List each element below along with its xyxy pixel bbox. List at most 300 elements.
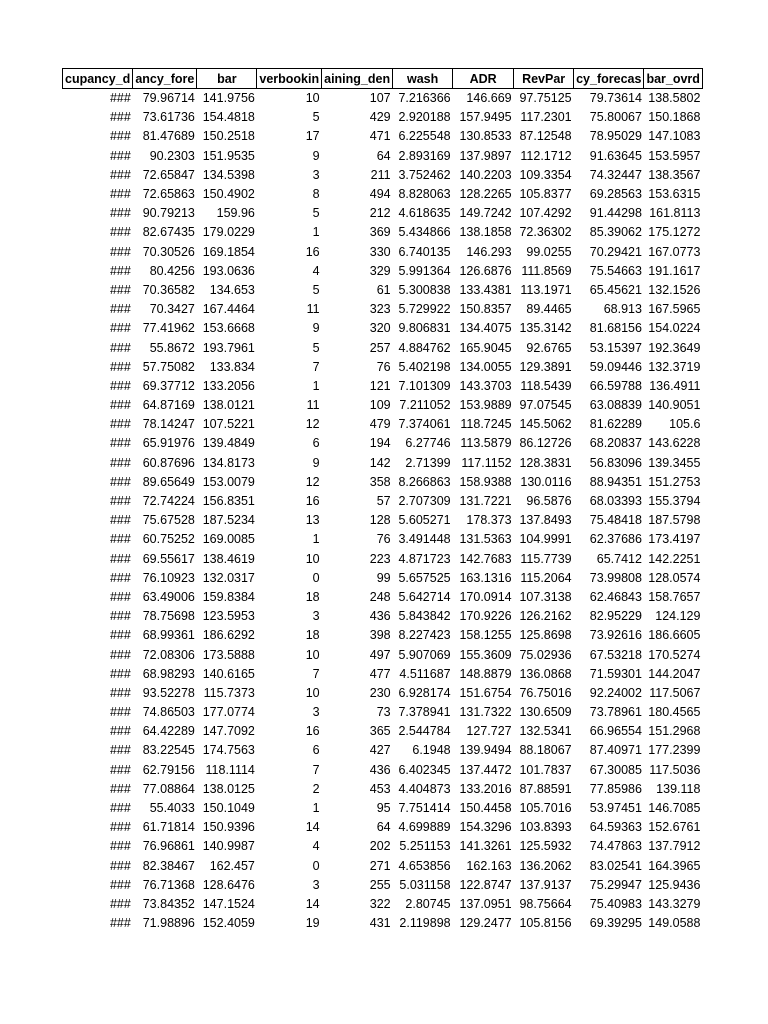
table-cell[interactable]: 109 bbox=[369, 398, 391, 413]
table-cell[interactable]: 80.4256 bbox=[149, 263, 195, 278]
table-cell[interactable]: 156.8351 bbox=[202, 494, 255, 509]
table-cell[interactable]: 151.2753 bbox=[648, 474, 701, 489]
table-cell[interactable]: 11 bbox=[306, 302, 320, 317]
table-cell[interactable]: 177.2399 bbox=[648, 743, 701, 758]
table-cell[interactable]: ### bbox=[109, 167, 131, 182]
table-cell[interactable]: 117.5036 bbox=[649, 762, 701, 777]
table-cell[interactable]: 75.67528 bbox=[142, 513, 195, 528]
table-cell[interactable]: 479 bbox=[369, 417, 391, 432]
table-cell[interactable]: ### bbox=[109, 187, 131, 202]
table-cell[interactable]: 6.1948 bbox=[412, 743, 451, 758]
table-cell[interactable]: 16 bbox=[305, 244, 320, 259]
table-cell[interactable]: 57 bbox=[376, 494, 391, 509]
table-cell[interactable]: 107.5221 bbox=[202, 417, 255, 432]
table-cell[interactable]: 4.653856 bbox=[398, 858, 451, 873]
table-cell[interactable]: 71.59301 bbox=[589, 666, 642, 681]
table-cell[interactable]: 149.7242 bbox=[459, 206, 512, 221]
table-cell[interactable]: 2.893169 bbox=[398, 148, 451, 163]
table-cell[interactable]: 152.4059 bbox=[202, 916, 255, 931]
table-cell[interactable]: 4.511687 bbox=[399, 666, 451, 681]
table-cell[interactable]: 149.0588 bbox=[648, 916, 701, 931]
table-cell[interactable]: 64 bbox=[376, 148, 391, 163]
table-cell[interactable]: 125.9436 bbox=[648, 877, 701, 892]
table-cell[interactable]: 158.7657 bbox=[648, 589, 701, 604]
table-cell[interactable]: 91.63645 bbox=[589, 148, 642, 163]
table-cell[interactable]: 2.920188 bbox=[398, 110, 451, 125]
table-cell[interactable]: 86.12726 bbox=[519, 436, 572, 451]
table-cell[interactable]: 64.42289 bbox=[142, 724, 195, 739]
table-cell[interactable]: 140.9987 bbox=[202, 839, 255, 854]
table-cell[interactable]: 4.404873 bbox=[398, 781, 451, 796]
table-cell[interactable]: 76 bbox=[376, 359, 391, 374]
table-cell[interactable]: 133.4381 bbox=[459, 282, 512, 297]
table-cell[interactable]: 88.94351 bbox=[589, 474, 642, 489]
table-cell[interactable]: 68.03393 bbox=[589, 494, 642, 509]
table-cell[interactable]: 137.7912 bbox=[648, 839, 701, 854]
table-cell[interactable]: 90.79213 bbox=[142, 206, 195, 221]
table-cell[interactable]: 138.3567 bbox=[648, 167, 701, 182]
table-cell[interactable]: ### bbox=[109, 263, 131, 278]
table-cell[interactable]: 2.80745 bbox=[405, 896, 451, 911]
table-cell[interactable]: 211 bbox=[370, 167, 391, 182]
table-cell[interactable]: 142.7683 bbox=[459, 551, 512, 566]
table-cell[interactable]: 137.4472 bbox=[459, 762, 512, 777]
table-cell[interactable]: 2.119898 bbox=[399, 916, 451, 931]
table-cell[interactable]: 138.4619 bbox=[202, 551, 255, 566]
table-cell[interactable]: 75.80067 bbox=[589, 110, 642, 125]
table-cell[interactable]: 118.5439 bbox=[520, 378, 572, 393]
table-cell[interactable]: 191.1617 bbox=[648, 263, 701, 278]
table-cell[interactable]: 19 bbox=[305, 916, 320, 931]
table-cell[interactable]: 124.129 bbox=[655, 609, 701, 624]
table-cell[interactable]: ### bbox=[109, 647, 131, 662]
table-cell[interactable]: 140.6165 bbox=[202, 666, 255, 681]
table-cell[interactable]: ### bbox=[109, 455, 131, 470]
table-cell[interactable]: ### bbox=[109, 436, 131, 451]
table-cell[interactable]: 90.2303 bbox=[149, 148, 195, 163]
table-cell[interactable]: 139.4849 bbox=[202, 436, 255, 451]
table-cell[interactable]: 115.7739 bbox=[520, 551, 572, 566]
table-cell[interactable]: 128.6476 bbox=[202, 877, 255, 892]
table-cell[interactable]: 17 bbox=[305, 129, 320, 144]
table-cell[interactable]: 71.98896 bbox=[142, 916, 195, 931]
table-cell[interactable]: 62.79156 bbox=[142, 762, 195, 777]
table-cell[interactable]: 109.3354 bbox=[519, 167, 572, 182]
table-cell[interactable]: 138.0121 bbox=[202, 398, 255, 413]
table-cell[interactable]: 494 bbox=[369, 187, 391, 202]
table-cell[interactable]: 66.96554 bbox=[589, 724, 642, 739]
table-cell[interactable]: 7 bbox=[312, 359, 320, 374]
table-cell[interactable]: 69.55617 bbox=[142, 551, 195, 566]
table-cell[interactable]: 73.92616 bbox=[589, 628, 642, 643]
table-cell[interactable]: 107.3138 bbox=[519, 589, 572, 604]
table-cell[interactable]: 5.657525 bbox=[398, 570, 451, 585]
table-cell[interactable]: 117.1152 bbox=[461, 455, 512, 470]
table-cell[interactable]: 53.97451 bbox=[589, 801, 642, 816]
table-cell[interactable]: 138.5802 bbox=[648, 91, 701, 106]
table-cell[interactable]: 165.9045 bbox=[459, 340, 512, 355]
table-cell[interactable]: 78.75698 bbox=[142, 609, 195, 624]
table-cell[interactable]: 6 bbox=[312, 743, 320, 758]
table-cell[interactable]: 2.71399 bbox=[405, 455, 451, 470]
table-cell[interactable]: 81.62289 bbox=[589, 417, 642, 432]
table-cell[interactable]: 436 bbox=[369, 762, 391, 777]
table-cell[interactable]: 153.0079 bbox=[202, 474, 255, 489]
table-cell[interactable]: 133.834 bbox=[209, 359, 255, 374]
table-cell[interactable]: 75.29947 bbox=[589, 877, 642, 892]
table-cell[interactable]: 125.8698 bbox=[519, 628, 572, 643]
table-cell[interactable]: 55.8672 bbox=[149, 340, 195, 355]
table-cell[interactable]: 5.402198 bbox=[398, 359, 451, 374]
table-cell[interactable]: 8.828063 bbox=[398, 187, 451, 202]
table-cell[interactable]: ### bbox=[109, 244, 131, 259]
table-cell[interactable]: 5.729922 bbox=[398, 302, 451, 317]
table-cell[interactable]: 8 bbox=[312, 187, 320, 202]
table-cell[interactable]: ### bbox=[109, 532, 131, 547]
table-cell[interactable]: 65.91976 bbox=[142, 436, 195, 451]
table-cell[interactable]: 212 bbox=[369, 206, 391, 221]
table-cell[interactable]: 130.0116 bbox=[520, 474, 572, 489]
table-cell[interactable]: 5.434866 bbox=[398, 225, 451, 240]
table-cell[interactable]: 4.699889 bbox=[398, 820, 451, 835]
table-cell[interactable]: 143.3279 bbox=[648, 896, 701, 911]
table-cell[interactable]: ### bbox=[109, 570, 131, 585]
table-cell[interactable]: 75.02936 bbox=[519, 647, 572, 662]
table-cell[interactable]: 170.5274 bbox=[648, 647, 701, 662]
table-cell[interactable]: ### bbox=[109, 417, 131, 432]
table-cell[interactable]: 3 bbox=[312, 877, 320, 892]
table-cell[interactable]: 81.47689 bbox=[142, 129, 195, 144]
table-cell[interactable]: 10 bbox=[305, 647, 320, 662]
table-cell[interactable]: 5 bbox=[312, 206, 320, 221]
table-cell[interactable]: 105.7016 bbox=[519, 801, 572, 816]
table-cell[interactable]: 62.37686 bbox=[589, 532, 642, 547]
table-cell[interactable]: 74.47863 bbox=[589, 839, 642, 854]
table-cell[interactable]: 118.1114 bbox=[205, 762, 255, 777]
table-cell[interactable]: 138.1858 bbox=[459, 225, 512, 240]
table-cell[interactable]: ### bbox=[109, 359, 131, 374]
table-cell[interactable]: 76.75016 bbox=[519, 685, 572, 700]
table-cell[interactable]: 16 bbox=[305, 494, 320, 509]
table-cell[interactable]: 7.216366 bbox=[398, 91, 451, 106]
table-cell[interactable]: 477 bbox=[369, 666, 391, 681]
table-cell[interactable]: ### bbox=[109, 705, 131, 720]
table-cell[interactable]: 7 bbox=[312, 666, 320, 681]
table-cell[interactable]: 125.5932 bbox=[519, 839, 572, 854]
table-cell[interactable]: 163.1316 bbox=[459, 570, 512, 585]
table-cell[interactable]: 7.378941 bbox=[398, 705, 451, 720]
table-cell[interactable]: 427 bbox=[369, 743, 391, 758]
table-cell[interactable]: ### bbox=[109, 858, 131, 873]
table-cell[interactable]: 89.4465 bbox=[526, 302, 572, 317]
table-cell[interactable]: 137.9897 bbox=[459, 148, 512, 163]
table-cell[interactable]: 150.4902 bbox=[202, 187, 255, 202]
table-cell[interactable]: 5.300838 bbox=[398, 282, 451, 297]
table-cell[interactable]: 72.65863 bbox=[142, 187, 195, 202]
table-cell[interactable]: ### bbox=[109, 321, 131, 336]
table-cell[interactable]: 75.40983 bbox=[589, 896, 642, 911]
table-cell[interactable]: 138.0125 bbox=[202, 781, 255, 796]
table-cell[interactable]: 152.6761 bbox=[648, 820, 701, 835]
table-cell[interactable]: 127.727 bbox=[466, 724, 512, 739]
table-cell[interactable]: 136.4911 bbox=[649, 378, 701, 393]
table-cell[interactable]: 107.4292 bbox=[519, 206, 572, 221]
table-cell[interactable]: 10 bbox=[305, 685, 320, 700]
table-cell[interactable]: 155.3794 bbox=[648, 494, 701, 509]
table-cell[interactable]: 128 bbox=[369, 513, 391, 528]
table-cell[interactable]: 67.53218 bbox=[589, 647, 642, 662]
table-cell[interactable]: 9.806831 bbox=[398, 321, 451, 336]
table-cell[interactable]: 4.618635 bbox=[398, 206, 451, 221]
table-cell[interactable]: 137.9137 bbox=[519, 877, 572, 892]
table-cell[interactable]: 98.75664 bbox=[519, 896, 572, 911]
table-cell[interactable]: 169.0085 bbox=[202, 532, 255, 547]
table-cell[interactable]: 6.27746 bbox=[405, 436, 451, 451]
table-cell[interactable]: 64.59363 bbox=[589, 820, 642, 835]
column-header-1[interactable]: ancy_fore bbox=[133, 69, 197, 89]
table-cell[interactable]: 6.928174 bbox=[398, 685, 451, 700]
table-cell[interactable]: 186.6605 bbox=[648, 628, 701, 643]
table-cell[interactable]: 148.8879 bbox=[459, 666, 512, 681]
table-cell[interactable]: 74.32447 bbox=[589, 167, 642, 182]
table-cell[interactable]: 159.8384 bbox=[202, 589, 255, 604]
table-cell[interactable]: 132.3719 bbox=[648, 359, 701, 374]
table-cell[interactable]: 0 bbox=[312, 570, 320, 585]
table-cell[interactable]: 169.1854 bbox=[202, 244, 255, 259]
table-cell[interactable]: 8.266863 bbox=[398, 474, 451, 489]
table-cell[interactable]: 3.752462 bbox=[398, 167, 451, 182]
table-cell[interactable]: 62.46843 bbox=[589, 589, 642, 604]
table-cell[interactable]: 141.3261 bbox=[459, 839, 512, 854]
table-cell[interactable]: 76.71368 bbox=[142, 877, 195, 892]
table-cell[interactable]: ### bbox=[109, 129, 131, 144]
table-cell[interactable]: ### bbox=[109, 724, 131, 739]
table-cell[interactable]: 5.907069 bbox=[398, 647, 451, 662]
table-cell[interactable]: 18 bbox=[305, 628, 320, 643]
table-cell[interactable]: 85.39062 bbox=[589, 225, 642, 240]
table-cell[interactable]: 186.6292 bbox=[202, 628, 255, 643]
table-cell[interactable]: 14 bbox=[305, 896, 320, 911]
table-cell[interactable]: 99 bbox=[376, 570, 391, 585]
table-cell[interactable]: 173.5888 bbox=[202, 647, 255, 662]
table-cell[interactable]: 180.4565 bbox=[648, 705, 701, 720]
table-cell[interactable]: 162.163 bbox=[466, 858, 512, 873]
table-cell[interactable]: 7.374061 bbox=[398, 417, 451, 432]
table-cell[interactable]: 81.68156 bbox=[589, 321, 642, 336]
table-cell[interactable]: ### bbox=[109, 839, 131, 854]
table-cell[interactable]: 6.740135 bbox=[398, 244, 451, 259]
table-cell[interactable]: ### bbox=[109, 781, 131, 796]
table-cell[interactable]: 153.9889 bbox=[459, 398, 512, 413]
table-cell[interactable]: 89.65649 bbox=[142, 474, 195, 489]
table-cell[interactable]: 320 bbox=[369, 321, 391, 336]
table-cell[interactable]: 83.22545 bbox=[142, 743, 195, 758]
table-cell[interactable]: 65.45621 bbox=[589, 282, 642, 297]
table-cell[interactable]: 192.3649 bbox=[648, 340, 701, 355]
column-header-6[interactable]: ADR bbox=[453, 69, 514, 89]
table-cell[interactable]: 76.10923 bbox=[142, 570, 195, 585]
table-cell[interactable]: 9 bbox=[312, 455, 320, 470]
table-cell[interactable]: 194 bbox=[369, 436, 391, 451]
table-cell[interactable]: 193.7961 bbox=[202, 340, 255, 355]
table-cell[interactable]: 6 bbox=[312, 436, 320, 451]
table-cell[interactable]: 131.5363 bbox=[459, 532, 512, 547]
table-cell[interactable]: 12 bbox=[305, 474, 320, 489]
table-cell[interactable]: ### bbox=[109, 685, 131, 700]
table-cell[interactable]: 77.41962 bbox=[142, 321, 195, 336]
table-cell[interactable]: 150.8357 bbox=[459, 302, 512, 317]
table-cell[interactable]: 96.5876 bbox=[526, 494, 572, 509]
table-cell[interactable]: ### bbox=[109, 820, 131, 835]
table-cell[interactable]: 82.38467 bbox=[142, 858, 195, 873]
table-cell[interactable]: 13 bbox=[305, 513, 320, 528]
table-cell[interactable]: 154.3296 bbox=[459, 820, 512, 835]
table-cell[interactable]: 93.52278 bbox=[142, 685, 195, 700]
table-cell[interactable]: ### bbox=[109, 302, 131, 317]
table-cell[interactable]: 60.75252 bbox=[142, 532, 195, 547]
table-cell[interactable]: 193.0636 bbox=[202, 263, 255, 278]
table-cell[interactable]: 5 bbox=[312, 110, 320, 125]
column-header-7[interactable]: RevPar bbox=[514, 69, 574, 89]
table-cell[interactable]: 271 bbox=[369, 858, 391, 873]
table-cell[interactable]: ### bbox=[109, 225, 131, 240]
table-cell[interactable]: 139.3455 bbox=[648, 455, 701, 470]
column-header-3[interactable]: verbookin bbox=[257, 69, 322, 89]
table-cell[interactable]: 79.73614 bbox=[589, 91, 642, 106]
table-cell[interactable]: 4 bbox=[312, 263, 320, 278]
table-cell[interactable]: 134.653 bbox=[209, 282, 255, 297]
table-cell[interactable]: 129.2477 bbox=[459, 916, 512, 931]
table-cell[interactable]: 63.08839 bbox=[589, 398, 642, 413]
table-cell[interactable]: ### bbox=[109, 282, 131, 297]
table-cell[interactable]: 69.37712 bbox=[142, 378, 195, 393]
table-cell[interactable]: 126.6876 bbox=[459, 263, 512, 278]
table-cell[interactable]: 174.7563 bbox=[202, 743, 255, 758]
table-cell[interactable]: 144.2047 bbox=[648, 666, 701, 681]
table-cell[interactable]: 131.7322 bbox=[459, 705, 512, 720]
table-cell[interactable]: 179.0229 bbox=[202, 225, 255, 240]
table-cell[interactable]: 155.3609 bbox=[459, 647, 512, 662]
table-cell[interactable]: 68.99361 bbox=[142, 628, 195, 643]
table-cell[interactable]: 128.2265 bbox=[459, 187, 512, 202]
table-cell[interactable]: 497 bbox=[369, 647, 391, 662]
table-cell[interactable]: 151.2968 bbox=[648, 724, 701, 739]
table-cell[interactable]: 132.1526 bbox=[648, 282, 701, 297]
table-cell[interactable]: 78.95029 bbox=[589, 129, 642, 144]
table-cell[interactable]: 59.09446 bbox=[589, 359, 642, 374]
table-cell[interactable]: 147.1524 bbox=[202, 896, 255, 911]
table-cell[interactable]: 161.8113 bbox=[649, 206, 701, 221]
table-cell[interactable]: 164.3965 bbox=[648, 858, 701, 873]
table-cell[interactable]: 223 bbox=[369, 551, 391, 566]
table-cell[interactable]: ### bbox=[109, 666, 131, 681]
table-cell[interactable]: 1 bbox=[312, 801, 320, 816]
table-cell[interactable]: 53.15397 bbox=[589, 340, 642, 355]
table-cell[interactable]: 82.67435 bbox=[142, 225, 195, 240]
table-cell[interactable]: 230 bbox=[369, 685, 391, 700]
table-cell[interactable]: 76 bbox=[376, 532, 391, 547]
table-cell[interactable]: ### bbox=[109, 148, 131, 163]
table-cell[interactable]: 92.6765 bbox=[526, 340, 572, 355]
table-cell[interactable]: 137.0951 bbox=[459, 896, 512, 911]
table-cell[interactable]: 146.7085 bbox=[648, 801, 701, 816]
table-cell[interactable]: 3 bbox=[312, 705, 320, 720]
table-cell[interactable]: 5.991364 bbox=[398, 263, 451, 278]
table-cell[interactable]: 132.0317 bbox=[202, 570, 255, 585]
table-cell[interactable]: ### bbox=[109, 398, 131, 413]
table-cell[interactable]: 6.225548 bbox=[398, 129, 451, 144]
table-cell[interactable]: 453 bbox=[369, 781, 391, 796]
table-cell[interactable]: ### bbox=[109, 801, 131, 816]
table-cell[interactable]: 365 bbox=[369, 724, 391, 739]
table-cell[interactable]: 134.8173 bbox=[202, 455, 255, 470]
table-cell[interactable]: 60.87696 bbox=[142, 455, 195, 470]
table-cell[interactable]: 115.2064 bbox=[520, 570, 572, 585]
table-cell[interactable]: 2.544784 bbox=[398, 724, 451, 739]
table-cell[interactable]: 73 bbox=[376, 705, 391, 720]
table-cell[interactable]: 111.8569 bbox=[521, 263, 572, 278]
table-cell[interactable]: ### bbox=[109, 378, 131, 393]
table-cell[interactable]: ### bbox=[109, 91, 131, 106]
table-cell[interactable]: 105.6 bbox=[669, 417, 701, 432]
table-cell[interactable]: 134.4075 bbox=[459, 321, 512, 336]
table-cell[interactable]: 115.7373 bbox=[203, 685, 255, 700]
table-cell[interactable]: 63.49006 bbox=[142, 589, 195, 604]
table-cell[interactable]: 5.031158 bbox=[399, 877, 451, 892]
table-cell[interactable]: 167.5965 bbox=[648, 302, 701, 317]
table-cell[interactable]: 5.605271 bbox=[398, 513, 451, 528]
table-cell[interactable]: 18 bbox=[305, 589, 320, 604]
table-cell[interactable]: 61 bbox=[376, 282, 391, 297]
table-cell[interactable]: 76.96861 bbox=[142, 839, 195, 854]
table-cell[interactable]: 150.1049 bbox=[202, 801, 255, 816]
table-cell[interactable]: 66.59788 bbox=[589, 378, 642, 393]
table-cell[interactable]: 139.9494 bbox=[459, 743, 512, 758]
table-cell[interactable]: 137.8493 bbox=[519, 513, 572, 528]
table-cell[interactable]: 153.6315 bbox=[648, 187, 701, 202]
table-cell[interactable]: 134.5398 bbox=[202, 167, 255, 182]
table-cell[interactable]: ### bbox=[109, 609, 131, 624]
table-cell[interactable]: 1 bbox=[312, 378, 320, 393]
table-cell[interactable]: 2.707309 bbox=[398, 494, 451, 509]
table-cell[interactable]: 147.7092 bbox=[202, 724, 255, 739]
table-cell[interactable]: 55.4033 bbox=[149, 801, 195, 816]
table-cell[interactable]: 159.96 bbox=[216, 206, 255, 221]
table-cell[interactable]: 72.08306 bbox=[142, 647, 195, 662]
table-cell[interactable]: 87.40971 bbox=[589, 743, 642, 758]
table-cell[interactable]: 158.9388 bbox=[459, 474, 512, 489]
table-cell[interactable]: 78.14247 bbox=[142, 417, 195, 432]
table-cell[interactable]: 7.101309 bbox=[398, 378, 451, 393]
table-cell[interactable]: 3 bbox=[312, 167, 320, 182]
table-cell[interactable]: 139.118 bbox=[656, 781, 701, 796]
table-cell[interactable]: 150.1868 bbox=[648, 110, 701, 125]
table-cell[interactable]: 61.71814 bbox=[142, 820, 195, 835]
table-cell[interactable]: 322 bbox=[369, 896, 391, 911]
table-cell[interactable]: 150.9396 bbox=[202, 820, 255, 835]
table-cell[interactable]: 369 bbox=[369, 225, 391, 240]
table-cell[interactable]: 73.78961 bbox=[589, 705, 642, 720]
table-cell[interactable]: 5 bbox=[312, 282, 320, 297]
table-cell[interactable]: 82.95229 bbox=[589, 609, 642, 624]
table-cell[interactable]: 64.87169 bbox=[142, 398, 195, 413]
table-cell[interactable]: 133.2016 bbox=[459, 781, 512, 796]
table-cell[interactable]: ### bbox=[109, 628, 131, 643]
table-cell[interactable]: 112.1712 bbox=[520, 148, 572, 163]
table-cell[interactable]: 88.18067 bbox=[519, 743, 572, 758]
table-cell[interactable]: 150.2518 bbox=[202, 129, 255, 144]
column-header-8[interactable]: cy_forecas bbox=[574, 69, 644, 89]
